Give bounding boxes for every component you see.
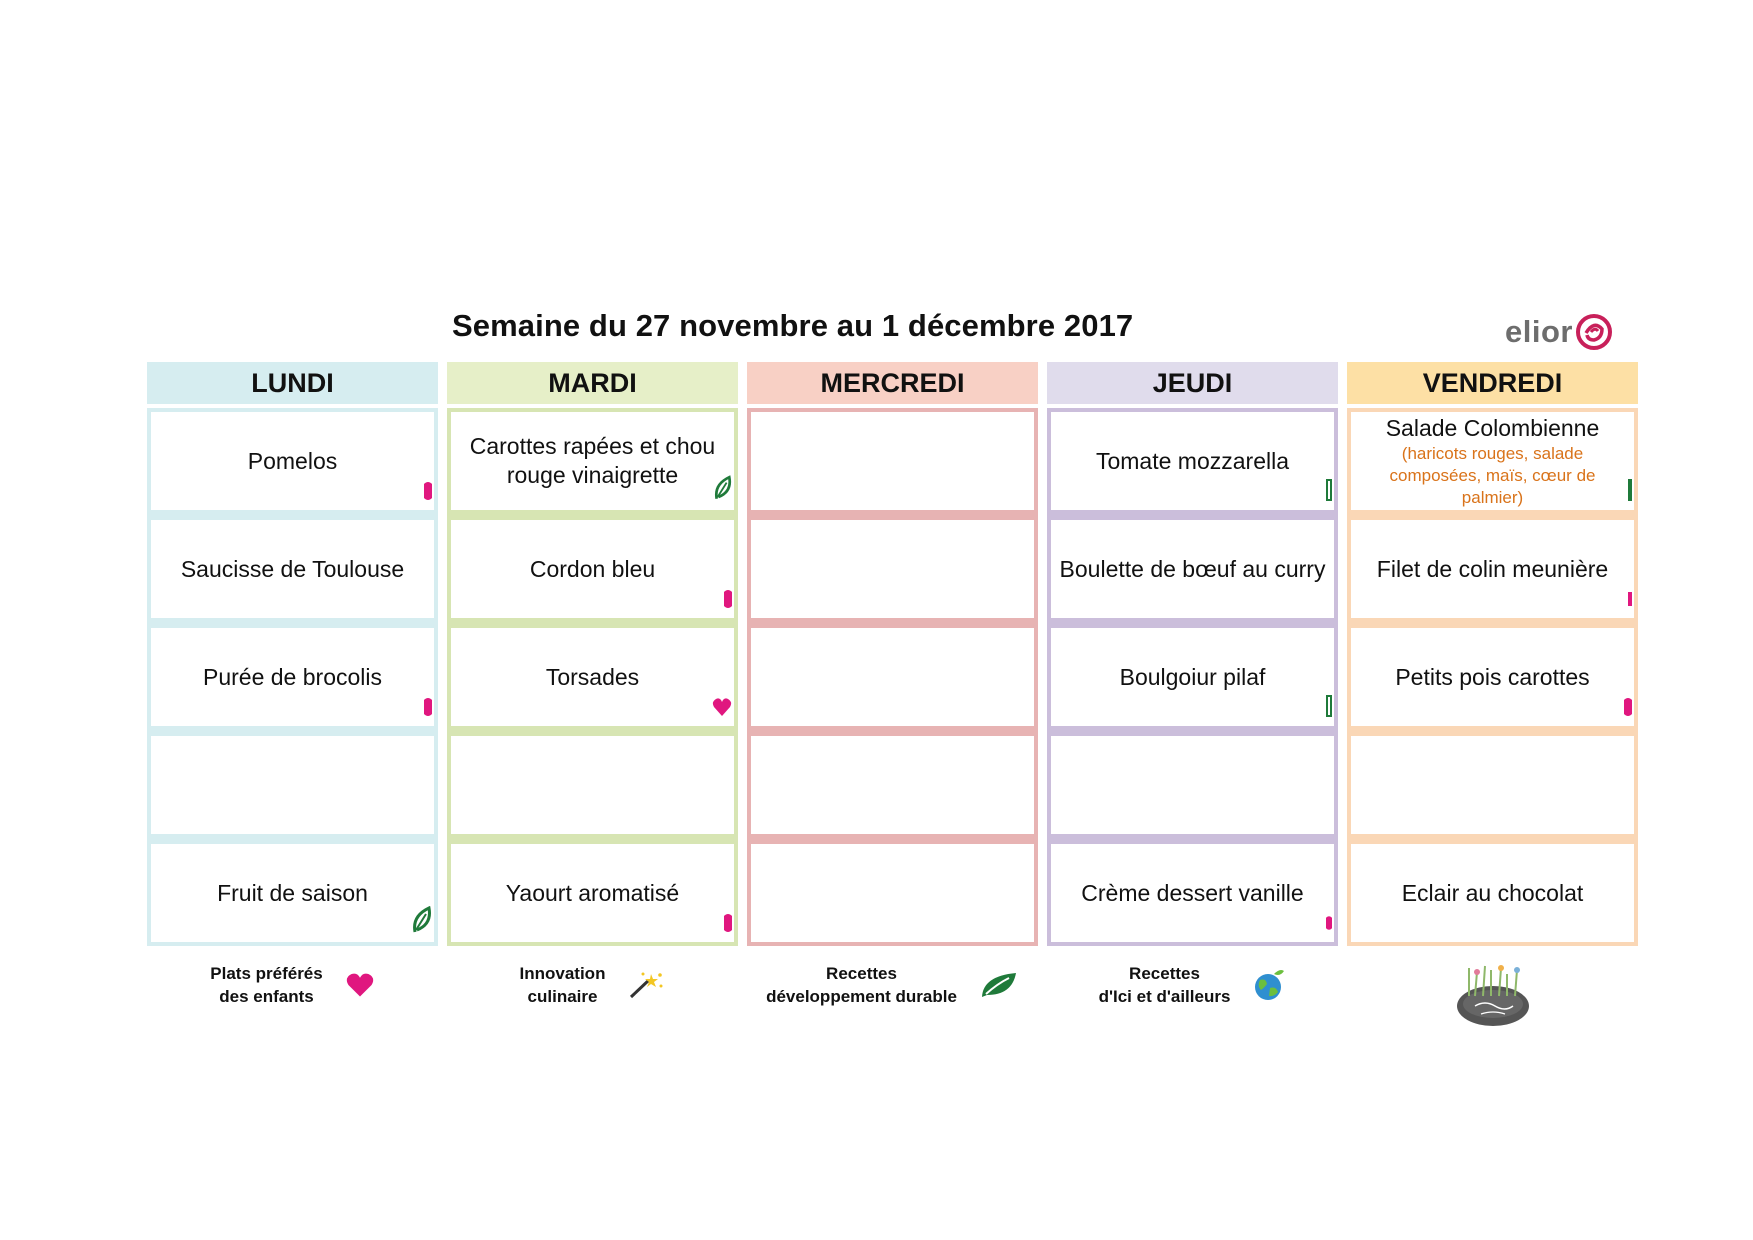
menu-cell-dessert xyxy=(1351,844,1634,942)
heart-icon xyxy=(424,480,432,502)
menu-cell-main xyxy=(751,520,1034,618)
menu-cell-side xyxy=(451,628,734,726)
dish-name: Eclair au chocolat xyxy=(1401,879,1584,906)
legend-line: Recettes xyxy=(1129,964,1200,983)
dish-name: Saucisse de Toulouse xyxy=(180,555,405,582)
menu-cell-main xyxy=(1051,520,1334,618)
day-cells xyxy=(147,408,438,946)
dish-name: Cordon bleu xyxy=(529,555,656,582)
day-header: VENDREDI xyxy=(1347,362,1638,404)
dish-name: Filet de colin meunière xyxy=(1376,555,1609,582)
leaf-icon xyxy=(979,970,1019,1000)
legend-line: des enfants xyxy=(219,987,314,1006)
dish-name: Fruit de saison xyxy=(217,879,368,906)
leaf-icon xyxy=(1326,694,1332,718)
menu-cell-starter xyxy=(1051,412,1334,510)
legend-label xyxy=(210,962,322,1008)
heart-icon xyxy=(424,696,432,718)
menu-cell-cheese xyxy=(1351,736,1634,834)
legend-item-sustainable xyxy=(747,962,1038,1008)
menu-cell-cheese xyxy=(151,736,434,834)
logo-text: elior xyxy=(1505,314,1573,349)
day-column-mardi xyxy=(447,362,738,946)
menu-cell-cheese xyxy=(1051,736,1334,834)
leaf-icon xyxy=(1628,478,1632,502)
legend-line: Recettes xyxy=(826,964,897,983)
day-header: MERCREDI xyxy=(747,362,1038,404)
dish-name: Tomate mozzarella xyxy=(1095,447,1290,474)
day-header: JEUDI xyxy=(1047,362,1338,404)
day-cells xyxy=(1047,408,1338,946)
day-column-mercredi xyxy=(747,362,1038,946)
menu-cell-starter xyxy=(151,412,434,510)
heart-icon xyxy=(1624,696,1632,718)
dish-details: (haricots rouges, salade composées, maïs, cœur de palmier) xyxy=(1389,443,1596,507)
globe-icon xyxy=(1252,968,1286,1002)
menu-cell-side xyxy=(751,628,1034,726)
legend-item-world xyxy=(1047,962,1338,1008)
dish-name: Salade Colombienne xyxy=(1385,414,1600,441)
heart-icon xyxy=(724,588,732,610)
menu-cell-side xyxy=(151,628,434,726)
dish-name: Crème dessert vanille xyxy=(1081,879,1304,906)
legend-item-innovation xyxy=(447,962,738,1008)
leaf-icon xyxy=(1326,478,1332,502)
legend-line: culinaire xyxy=(527,987,598,1006)
dish-name: Torsades xyxy=(545,663,640,690)
dish-name: Purée de brocolis xyxy=(203,663,382,690)
day-header: MARDI xyxy=(447,362,738,404)
legend-label xyxy=(1099,962,1231,1008)
legend-item-favorites xyxy=(147,962,438,1008)
legend-line: Plats préférés xyxy=(210,964,323,983)
legend-line: Innovation xyxy=(519,964,606,983)
menu-cell-cheese xyxy=(751,736,1034,834)
menu-cell-main xyxy=(151,520,434,618)
day-column-vendredi xyxy=(1347,362,1638,946)
dish-name: Boulette de bœuf au curry xyxy=(1059,555,1326,582)
page-title: Semaine du 27 novembre au 1 décembre 2017 xyxy=(452,308,1134,343)
menu-cell-cheese xyxy=(451,736,734,834)
heart-icon xyxy=(712,696,732,718)
day-cells xyxy=(747,408,1038,946)
legend-label xyxy=(766,962,957,1008)
menu-cell-starter xyxy=(1351,412,1634,510)
day-cells xyxy=(1347,408,1638,946)
legend-line: d'Ici et d'ailleurs xyxy=(1098,987,1231,1006)
dish-name: Yaourt aromatisé xyxy=(505,879,680,906)
heart-icon xyxy=(1326,912,1332,934)
menu-cell-dessert xyxy=(451,844,734,942)
leaf-icon xyxy=(412,906,432,934)
legend-item-partner-logo xyxy=(1347,962,1638,1028)
heart-icon xyxy=(345,972,375,998)
magic-wand-icon xyxy=(627,970,665,1000)
elior-logo xyxy=(1505,310,1612,354)
des-idees-plein-l-assiette-logo xyxy=(1455,962,1531,1028)
day-cells xyxy=(447,408,738,946)
day-header: LUNDI xyxy=(147,362,438,404)
menu-cell-dessert xyxy=(151,844,434,942)
day-column-lundi xyxy=(147,362,438,946)
menu-cell-side xyxy=(1351,628,1634,726)
menu-cell-main xyxy=(451,520,734,618)
dish-name: Pomelos xyxy=(247,447,338,474)
legend-label xyxy=(520,962,606,1008)
heart-icon xyxy=(1628,588,1632,610)
elior-rose-icon xyxy=(1576,314,1612,350)
menu-cell-starter xyxy=(451,412,734,510)
legend-line: développement durable xyxy=(766,987,957,1006)
menu-cell-dessert xyxy=(751,844,1034,942)
dish-name: Carottes rapées et chou rouge vinaigrette xyxy=(469,433,716,488)
menu-cell-main xyxy=(1351,520,1634,618)
dish-name: Boulgoiur pilaf xyxy=(1119,663,1266,690)
heart-icon xyxy=(724,912,732,934)
leaf-icon xyxy=(714,474,732,502)
day-column-jeudi xyxy=(1047,362,1338,946)
menu-cell-dessert xyxy=(1051,844,1334,942)
menu-cell-side xyxy=(1051,628,1334,726)
dish-name: Petits pois carottes xyxy=(1395,663,1590,690)
menu-cell-starter xyxy=(751,412,1034,510)
